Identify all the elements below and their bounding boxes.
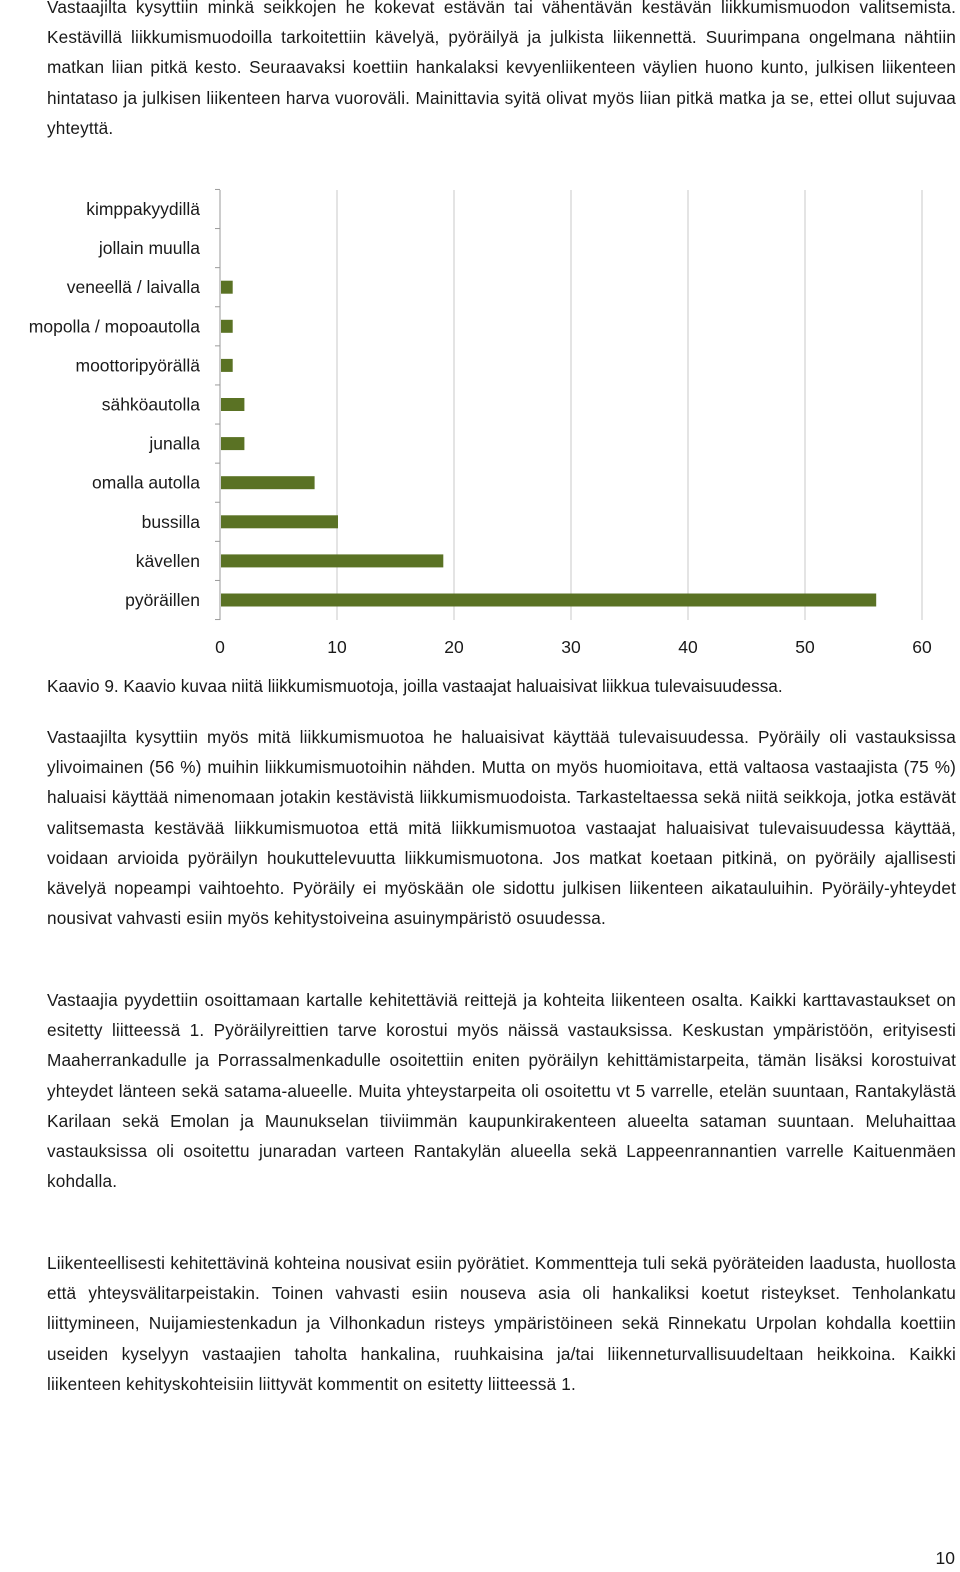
- category-label: sähköautolla: [101, 394, 200, 415]
- bar: [221, 437, 244, 450]
- bar: [221, 515, 338, 528]
- x-tick-label: 10: [327, 637, 347, 657]
- chart-caption: Kaavio 9. Kaavio kuvaa niitä liikkumismuotoja, joilla vastaajat haluaisivat liikkua tulevaisuudessa.: [47, 676, 783, 696]
- category-label: moottoripyörällä: [75, 355, 200, 376]
- transport-mode-bar-chart: [0, 180, 960, 672]
- category-label: kimppakyydillä: [86, 199, 200, 219]
- category-label: veneellä / laivalla: [66, 277, 200, 298]
- category-label: pyöräillen: [125, 590, 200, 610]
- development-targets-paragraph: Liikenteellisesti kehitettävinä kohteina nousivat esiin pyörätiet. Kommentteja tuli sekä pyöräteiden laadusta, huollosta että yhteysvälitarpeistakin. Toinen vahvasti esiin nouseva asia oli hankaliksi koetut risteykset. Tenholankatu liittymineen, Nuijamiestenkadun ja Vilhonkadun risteys ympäristöineen sekä Rinnekatu Urpolan kohdalla koettiin useiden kyselyyn vastaajien taholta hankalina, ruuhkaisina ja/tai liikenneturvallisuudeltaan heikkoina. Kaikki liikenteen kehityskohteisiin liittyvät kommentit on esitetty liitteessä 1.: [47, 1253, 956, 1394]
- x-tick-label: 50: [795, 637, 815, 657]
- x-tick-label: 0: [215, 637, 225, 657]
- future-mode-paragraph: Vastaajilta kysyttiin myös mitä liikkumismuotoa he haluaisivat käyttää tulevaisuudessa. Pyöräily oli vastauksissa ylivoimainen (56 %) muihin liikkumismuotoihin nähden. Mutta on myös huomioitava, että valtaosa vastaajista (75 %) haluaisi käyttää nimenomaan jotakin kestävistä liikkumismuodoista. Tarkasteltaessa sekä niitä seikkoja, jotka estävät valitsemasta kestävää liikkumismuotoa että mitä liikkumismuotoa vastaajat haluaisivat tulevaisuudessa käyttää, voidaan arvioida pyöräilyn houkuttelevuutta liikkumismuotona. Jos matkat koetaan pitkinä, on pyöräily ajallisesti kävelyä nopeampi vaihtoehto. Pyöräily ei myöskään ole sidottu julkisen liikenteen aikatauluihin. Pyöräily-yhteydet nousivat vahvasti esiin myös kehitystoiveina asuinympäristö osuudessa.: [47, 727, 956, 929]
- x-tick-label: 60: [912, 637, 932, 657]
- bar: [221, 359, 233, 372]
- bar: [221, 398, 244, 411]
- category-label: bussilla: [141, 511, 200, 532]
- page-number: 10: [935, 1548, 955, 1568]
- category-label: jollain muulla: [98, 238, 200, 259]
- map-responses-paragraph: Vastaajia pyydettiin osoittamaan kartalle kehitettäviä reittejä ja kohteita liikenteen osalta. Kaikki karttavastaukset on esitetty liitteessä 1. Pyöräilyreittien tarve korostui myös näissä vastauksissa. Keskustan ympäristöön, erityisesti Maaherrankadulle ja Porrassalmenkadulle osoitettiin eniten pyöräilyn kehittämistarpeita, tämän lisäksi korostuivat yhteydet länteen sekä satama-alueelle. Muita yhteystarpeita oli osoitettu vt 5 varrelle, etelän suuntaan, Rantakylästä Karilaan sekä Emolan ja Maunukselan tiiviimmän kaupunkirakenteen alueelta sataman suuntaan. Meluhaittaa vastauksissa oli osoitettu junaradan varteen Rantakylän alueella sekä Lappeenrannantien varrelle Kaituenmäen kohdalla.: [47, 990, 956, 1192]
- bar: [221, 594, 876, 607]
- bar: [221, 320, 233, 333]
- category-label: kävellen: [135, 550, 200, 571]
- category-label: mopolla / mopoautolla: [28, 316, 200, 337]
- x-tick-label: 20: [444, 637, 464, 657]
- bar: [221, 281, 233, 294]
- bar: [221, 554, 443, 567]
- x-tick-label: 40: [678, 637, 698, 657]
- category-label: omalla autolla: [92, 472, 200, 493]
- x-tick-label: 30: [561, 637, 581, 657]
- intro-paragraph: Vastaajilta kysyttiin minkä seikkojen he kokevat estävän tai vähentävän kestävän liikkumismuodon valitsemista. Kestävillä liikkumismuodoilla tarkoitettiin kävelyä, pyöräilyä ja julkista liikennettä. Suurimpana ongelmana nähtiin matkan liian pitkä kesto. Seuraavaksi koettiin hankalaksi kevyenliikenteen väylien huono kunto, julkisen liikenteen hintataso ja julkisen liikenteen harva vuoroväli. Mainittavia syitä olivat myös liian pitkä matka ja se, ettei ollut sujuvaa yhteyttä.: [47, 0, 956, 138]
- category-label: junalla: [149, 433, 200, 454]
- bar: [221, 476, 315, 489]
